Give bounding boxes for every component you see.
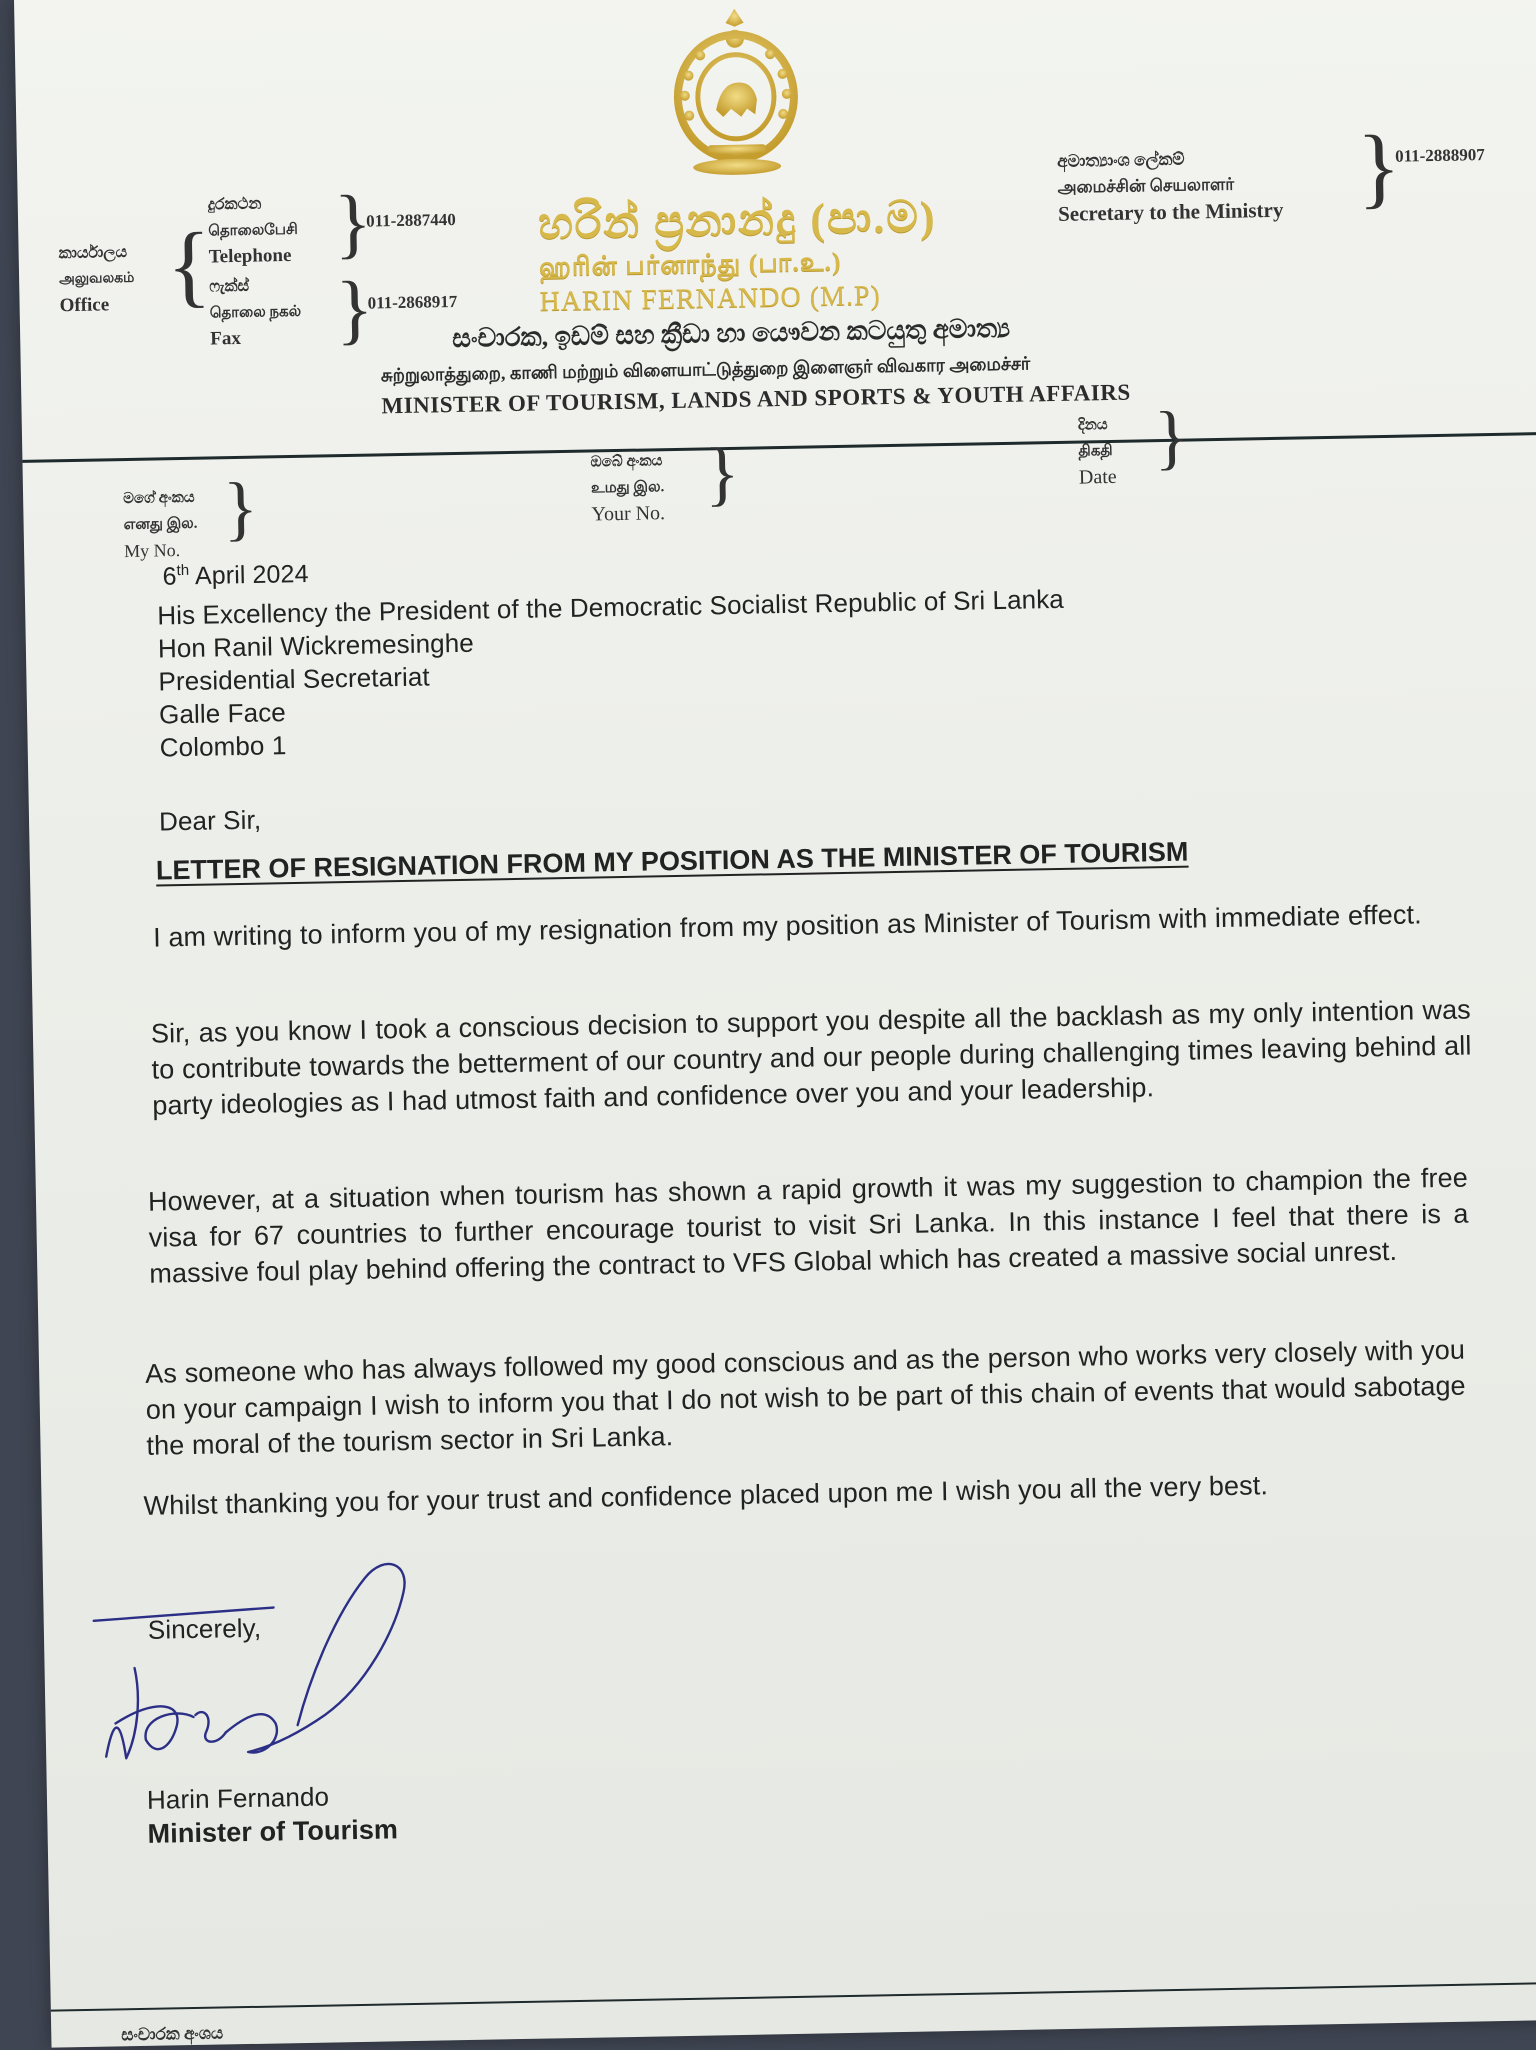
signer-name: Harin Fernando (146, 1781, 330, 1815)
letter-date-day: 6 (162, 562, 177, 591)
closing: Sincerely, (147, 1612, 262, 1645)
address-line: Colombo 1 (159, 730, 287, 763)
your-no-label-en: Your No. (591, 502, 666, 526)
office-label-ta: அலுவலகம் (58, 270, 135, 288)
name-english: HARIN FERNANDO (M.P) (539, 280, 882, 318)
letter-date-rest: April 2024 (189, 560, 309, 591)
secretary-label (1057, 145, 1284, 227)
letter-date (162, 551, 309, 595)
date-brace: } (1153, 396, 1190, 478)
telephone-brace: } (333, 178, 373, 267)
secretary-label-en: Secretary to the Ministry (1057, 197, 1284, 226)
telephone-label-en: Telephone (208, 244, 292, 268)
date-label-en: Date (1078, 465, 1117, 489)
signature-icon (73, 1553, 437, 1790)
footer-label: සංචාරක අංශය (121, 2023, 224, 2045)
letter-date-suffix: th (176, 561, 190, 580)
office-label-en: Office (59, 294, 110, 317)
my-no-label-en: My No. (123, 540, 181, 562)
telephone-label-ta: தொலைபேசி (208, 221, 298, 240)
fax-label (209, 273, 302, 353)
secretary-label-ta: அமைச்சின் செயலாளர் (1057, 174, 1235, 197)
your-no-brace: } (704, 432, 741, 514)
name-tamil: ஹரின் பர்னாந்து (பா.உ.) (538, 246, 842, 282)
secretary-brace: } (1356, 117, 1402, 218)
your-no-label-ta: உமது இல. (590, 479, 665, 497)
secretary-number: 011-2888907 (1394, 145, 1485, 166)
paragraph-1: I am writing to inform you of my resignation from my position as Minister of Tourism with immediate effect. (152, 899, 1422, 953)
date-label-ta: திகதி (1078, 442, 1113, 460)
letter-sheet (14, 0, 1536, 2048)
footer-divider (51, 1982, 1536, 2012)
office-brace: { (165, 213, 212, 317)
fax-brace: } (334, 264, 374, 353)
letter-subject: LETTER OF RESIGNATION FROM MY POSITION AS THE MINISTER OF TOURISM (155, 836, 1189, 886)
fax-number: 011-2868917 (367, 291, 458, 313)
ministry-title-sinhala: සංචාරක, ඉඩම් සහ ක්‍රීඩා හා යෞවන කටයුතු අමාත්‍ය (452, 313, 1011, 354)
name-sinhala: හරින් ප්‍රනාන්දු (පා.ම) (537, 192, 937, 249)
address-line: Hon Ranil Wickremesinghe (157, 627, 475, 664)
my-no-label-si: මගේ අංකය (123, 489, 195, 508)
telephone-label (208, 191, 299, 271)
paragraph-5: Whilst thanking you for your trust and confidence placed upon me I wish you all the very best. (143, 1470, 1269, 1521)
salutation: Dear Sir, (158, 804, 262, 837)
fax-label-si: ෆැක්ස් (209, 277, 250, 296)
your-no-label (590, 448, 665, 527)
national-emblem-icon (669, 4, 802, 181)
office-label (58, 239, 169, 319)
address-line: Galle Face (158, 697, 287, 730)
telephone-label-si: දුරකථන (207, 195, 262, 214)
my-no-label-ta: எனது இல. (123, 515, 198, 534)
header-divider (22, 432, 1536, 463)
paragraph-4: As someone who has always followed my good conscious and as the person who works very closely with you on your campaign I wish to inform you that I do not wish to be part of this chain of events that would sabotage the moral of the tourism sector in Sri Lanka. (144, 1334, 1466, 1461)
date-label-si: දිනය (1077, 417, 1108, 434)
telephone-number: 011-2887440 (365, 209, 457, 231)
signer-title: Minister of Tourism (147, 1814, 399, 1849)
date-label (1078, 412, 1117, 491)
fax-label-ta: தொலை நகல் (209, 303, 302, 322)
address-line: His Excellency the President of the Democratic Socialist Republic of Sri Lanka (157, 583, 1065, 631)
my-no-brace: } (222, 467, 259, 549)
ministry-title-tamil: சுற்றுலாத்துறை, காணி மற்றும் விளையாட்டுத்துறை இளைஞர் விவகார அமைச்சர் (380, 353, 1031, 386)
paragraph-3: However, at a situation when tourism has shown a rapid growth it was my suggestion to champion the free visa for 67 countries to further encourage tourist to visit Sri Lanka. In this instance I feel that there is a massive foul play behind offering the contract to VFS Global which has created a massive social unrest. (147, 1162, 1469, 1289)
address-line: Presidential Secretariat (158, 661, 430, 697)
recipient-address (157, 583, 1067, 765)
ministry-title-english: MINISTER OF TOURISM, LANDS AND SPORTS & YOUTH AFFAIRS (381, 379, 1131, 419)
fax-label-en: Fax (210, 327, 242, 350)
your-no-label-si: ඔබේ අංකය (590, 453, 663, 471)
secretary-label-si: අමාත්‍යාංශ ලේකම් (1056, 149, 1185, 171)
paragraph-2: Sir, as you know I took a conscious decision to support you despite all the backlash as my only intention was to contribute towards the betterment of our country and our people during challenging times leaving behind all party ideologies as I had utmost faith and confidence over you and your leadership. (150, 994, 1472, 1121)
office-label-si: කාර්යාලය (58, 243, 128, 263)
